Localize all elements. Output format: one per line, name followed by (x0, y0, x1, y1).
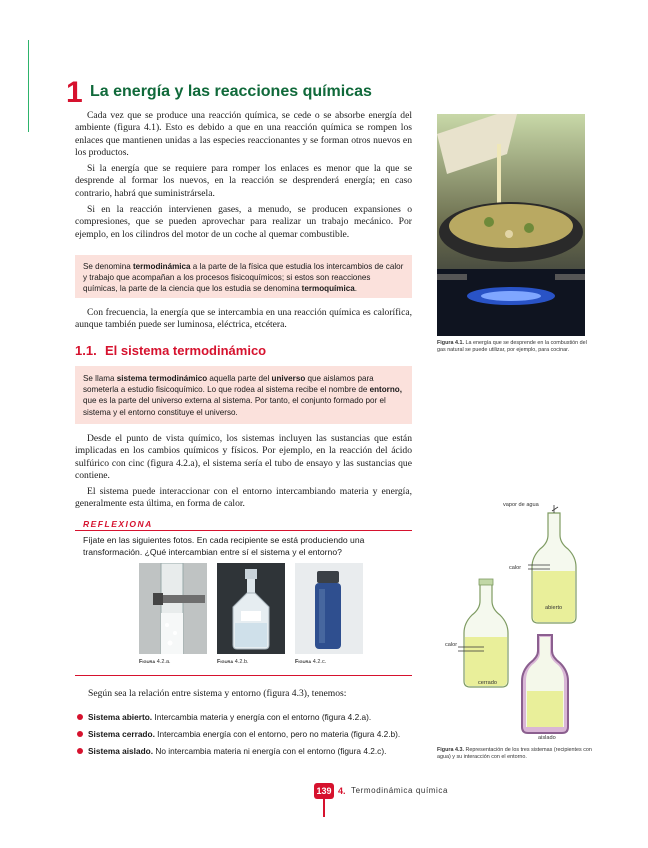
relacion-text: Según sea la relación entre sistema y entorno (figura 4.3), tenemos: (88, 688, 347, 699)
list-item: Sistema aislado. No intercambia materia ni energía con el entorno (figura 4.2.c). (75, 746, 415, 757)
list-item: Sistema abierto. Intercambia materia y energía con el entorno (figura 4.2.a). (75, 712, 415, 723)
subsection-number: 1.1. (75, 343, 97, 358)
caption-4-2-c: Figura 4.2.c. (295, 659, 327, 665)
label-aislado: aislado (538, 735, 556, 741)
section-number: 1 (66, 76, 83, 109)
page-number: 139 (314, 783, 334, 799)
section-title: La energía y las reacciones químicas (90, 83, 372, 100)
figure-4-3-bottles (440, 505, 590, 743)
list-item: Sistema cerrado. Intercambia energía con el entorno, pero no materia (figura 4.2.b). (75, 729, 415, 740)
paragraph: Desde el punto de vista químico, los sistemas incluyen las sustancias que están implicadas en los cambios químicos y físicos. Por ejemplo, en la reacción del ácido sulfúrico con cinc (figura 4.2.a), el sistema sería el tubo de ensayo y las sustancias que contiene. (75, 433, 412, 481)
chapter-title: Termodinámica química (351, 786, 449, 795)
system-types-list (75, 712, 415, 763)
label-vapor: vapor de agua (503, 502, 539, 508)
frecuencia-text (75, 307, 412, 336)
photo-thermos (295, 563, 363, 654)
caption-4-1: Figura 4.1. La energía que se desprende en la combustión del gas natural se puede utilizar, por ejemplo, para cocinar. (437, 340, 587, 354)
chapter-number: 4. (338, 786, 346, 796)
photo-test-tube (139, 563, 207, 654)
paragraph: Con frecuencia, la energía que se intercambia en una reacción química es calorífica, aunque también puede ser luminosa, eléctrica, etcétera. (75, 307, 412, 331)
reflexiona-text: Fíjate en las siguientes fotos. En cada recipiente se está produciendo una transformación. ¿Qué intercambian entre sí el sistema y el entorno? (83, 535, 365, 557)
system-text (75, 433, 412, 515)
term: termodinámica (132, 262, 191, 271)
margin-rule (28, 40, 29, 132)
bullet-icon (77, 714, 83, 720)
bullet-icon (77, 748, 83, 754)
definition-box-sistema: Se llama sistema termodinámico aquella parte del universo que aislamos para someterla a estudio fisicoquímico. Lo que rodea al sistema recibe el nombre de entorno, que es la parte del universo externa al sistema. Por tanto, el conjunto formado por el sistema y el entorno constituye el universo. (75, 366, 412, 424)
definition-box-termodinamica: Se denomina termodinámica a la parte de la física que estudia los intercambios de calor y trabajo que acompañan a los procesos fisicoquímicos; si estos son reacciones químicas, la parte de la ciencia que los estudia se denomina termoquímica. (75, 255, 412, 298)
paragraph: El sistema puede interaccionar con el entorno intercambiando materia y energía, generalmente esta última, en forma de calor. (75, 486, 412, 510)
label-abierto: abierto (545, 605, 563, 611)
photo-gas-stove-cooking (437, 114, 585, 336)
caption-4-2-b: Figura 4.2.b. (217, 659, 249, 665)
subsection-title: El sistema termodinámico (105, 343, 267, 358)
intro-text (75, 110, 412, 245)
bullet-icon (77, 731, 83, 737)
reflexiona-rule (75, 530, 412, 531)
paragraph: Si en la reacción intervienen gases, a menudo, se producen expansiones o compresiones, que se pueden aprovechar para realizar un trabajo mecánico. Por ejemplo, en los cilindros del motor de un coche al quemar combustible. (75, 204, 412, 240)
paragraph: Si la energía que se requiere para romper los enlaces es menor que la que se desprende al formar los nuevos, en la reacción se desprenderá energía; en caso contrario, habrá que suministrársela. (75, 163, 412, 199)
term: termoquímica (301, 284, 355, 294)
paragraph: Cada vez que se produce una reacción química, se cede o se absorbe energía del ambiente (figura 4.1). Esto es debido a que en una reacción química se rompen los enlaces que mantienen unidas a las especies reaccionantes y se forman otros nuevos en los productos. (75, 110, 412, 158)
label-cerrado: cerrado (478, 680, 497, 686)
photo-stoppered-flask (217, 563, 285, 654)
reflexiona-bottom-rule (75, 675, 412, 676)
label-calor-top: calor (509, 565, 522, 571)
label-calor-left: calor (445, 642, 458, 648)
reflexiona-heading: REFLEXIONA (83, 519, 153, 529)
caption-4-3: Figura 4.3. Representación de los tres sistemas (recipientes con agua) y su interacción con el entorno. (437, 747, 592, 761)
caption-4-2-a: Figura 4.2.a. (139, 659, 171, 665)
